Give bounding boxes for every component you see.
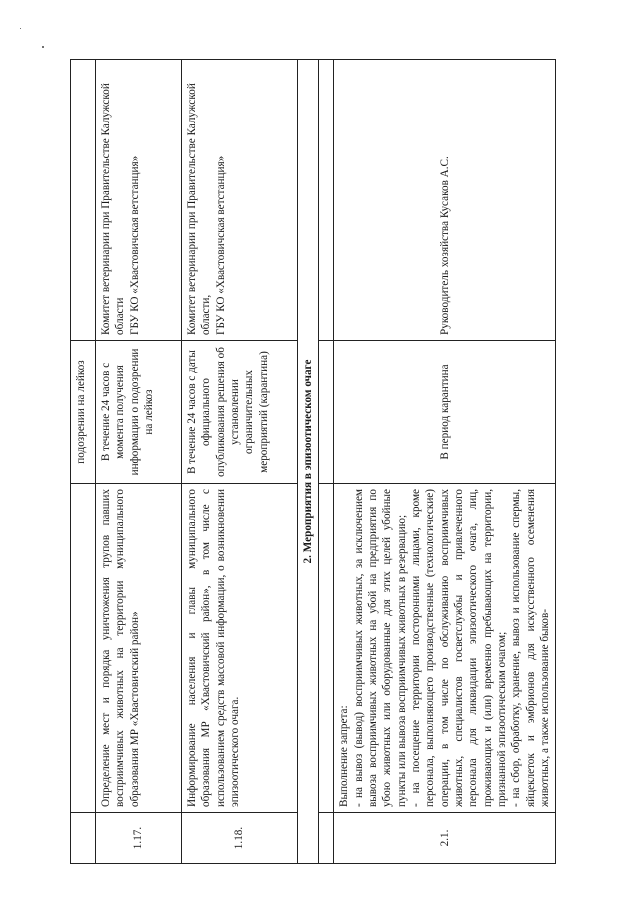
cell-num [71, 813, 96, 864]
action-text: Информирование населения и главы муниципального образования МР «Хвастовичский район», в том числе с использованием средств массовой информации, о возникновении эпизоотического очага. [182, 484, 298, 813]
section-title: 2. Мероприятия в эпизоотическом очаге [298, 60, 319, 864]
cell-term [319, 341, 334, 484]
row-number: 1.18. [182, 813, 298, 864]
section-header-row [298, 60, 319, 864]
table-row [96, 60, 182, 864]
table-row [334, 60, 556, 864]
cell-responsible [319, 60, 334, 341]
responsible-text: Комитет ветеринарии при Правительстве Калужской области, ГБУ КО «Хвастовичская ветстанция» [182, 60, 298, 341]
responsible-text: Руководитель хозяйства Кусаков А.С. [334, 60, 556, 341]
row-number: 2.1. [334, 813, 556, 864]
cell-action [319, 484, 334, 813]
cell-term: подозрении на лейкоз [71, 341, 96, 484]
action-text: Выполнение запрета: - на вывоз (вывод) восприимчивых животных, за исключением вывоза восприимчивых животных на убой на предприятия по убою животных или оборудованные для этих целей убойные пункты или вывоза восприимчивых животных в резервацию; - на посещение территории посторонними лицами, кроме персонала, выполняющего производственные (технологические) операции, в том числе по обслуживанию восприимчивых животных, специалистов госветслужбы и привлеченного персонала для ликвидации эпизоотического очага, лиц, проживающих и (или) временно пребывающих на территории, признанной эпизоотическим очагом; - на сбор, обработку, хранение, вывоз и использование спермы, яйцеклеток и эмбрионов для искусственного осеменения животных, а также использование быков- [334, 484, 556, 813]
cell-num [319, 813, 334, 864]
cell-action [71, 484, 96, 813]
action-text: Определение мест и порядка уничтожения трупов павших восприимчивых животных на территории муниципального образования МР «Хвастовичский район» [96, 484, 182, 813]
responsible-text: Комитет ветеринарии при Правительстве Калужской области ГБУ КО «Хвастовичская ветстанция» [96, 60, 182, 341]
cell-responsible [71, 60, 96, 341]
term-text: В течение 24 часов с даты официального опубликования решения об установлении ограничительных мероприятий (карантина) [182, 341, 298, 484]
term-text: В период карантина [334, 341, 556, 484]
table-row [71, 60, 96, 864]
table-row [319, 60, 334, 864]
term-text: В течение 24 часов с момента получения информации о подозрении на лейкоз [96, 341, 182, 484]
table-row [182, 60, 298, 864]
measures-table [70, 59, 556, 864]
row-number: 1.17. [96, 813, 182, 864]
